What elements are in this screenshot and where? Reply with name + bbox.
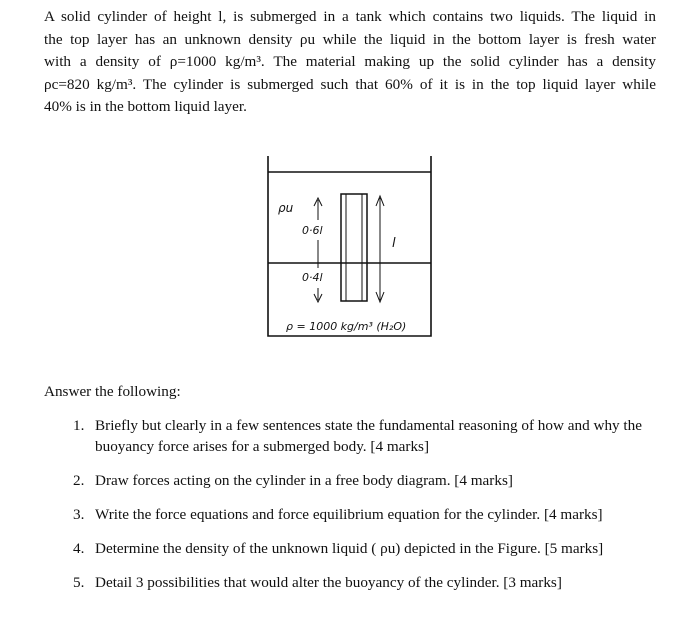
label-l: l (392, 236, 396, 251)
question-item: 2. Draw forces acting on the cylinder in a free body diagram. [4 marks] (73, 472, 513, 489)
question-item: 5. Detail 3 possibilities that would alter the buoyancy of the cylinder. [3 marks] (73, 574, 562, 591)
question-item: 3. Write the force equations and force equilibrium equation for the cylinder. [4 marks] (73, 506, 603, 523)
problem-line-2: the top layer has an unknown density ρu while the liquid in the bottom layer is fresh water (44, 30, 656, 48)
problem-line-1: A solid cylinder of height l, is submerged in a tank which contains two liquids. The liquid in (44, 8, 656, 25)
answer-heading: Answer the following: (44, 383, 181, 400)
tank-figure (258, 150, 442, 360)
problem-line-5: 40% is in the bottom liquid layer. (44, 98, 247, 116)
label-rho-u: ρu (278, 201, 294, 215)
problem-line-3: with a density of ρ=1000 kg/m³. The material making up the solid cylinder has a density (44, 53, 656, 71)
problem-line-4: ρc=820 kg/m³. The cylinder is submerged such that 60% of it is in the top liquid layer while (44, 75, 656, 93)
cylinder (341, 194, 367, 301)
question-item: 1. Briefly but clearly in a few sentences state the fundamental reasoning of how and why the buoyancy force arises for a submerged body. [4 marks] (73, 417, 642, 455)
tank-outline (268, 156, 431, 336)
label-0-6l: 0·6l (302, 224, 323, 237)
problem-statement (44, 6, 656, 119)
label-0-4l: 0·4l (302, 271, 323, 284)
question-item: 4. Determine the density of the unknown liquid ( ρu) depicted in the Figure. [5 marks] (73, 540, 604, 557)
question-list (73, 415, 663, 606)
label-water-density: ρ = 1000 kg/m³ (H₂O) (286, 320, 407, 333)
